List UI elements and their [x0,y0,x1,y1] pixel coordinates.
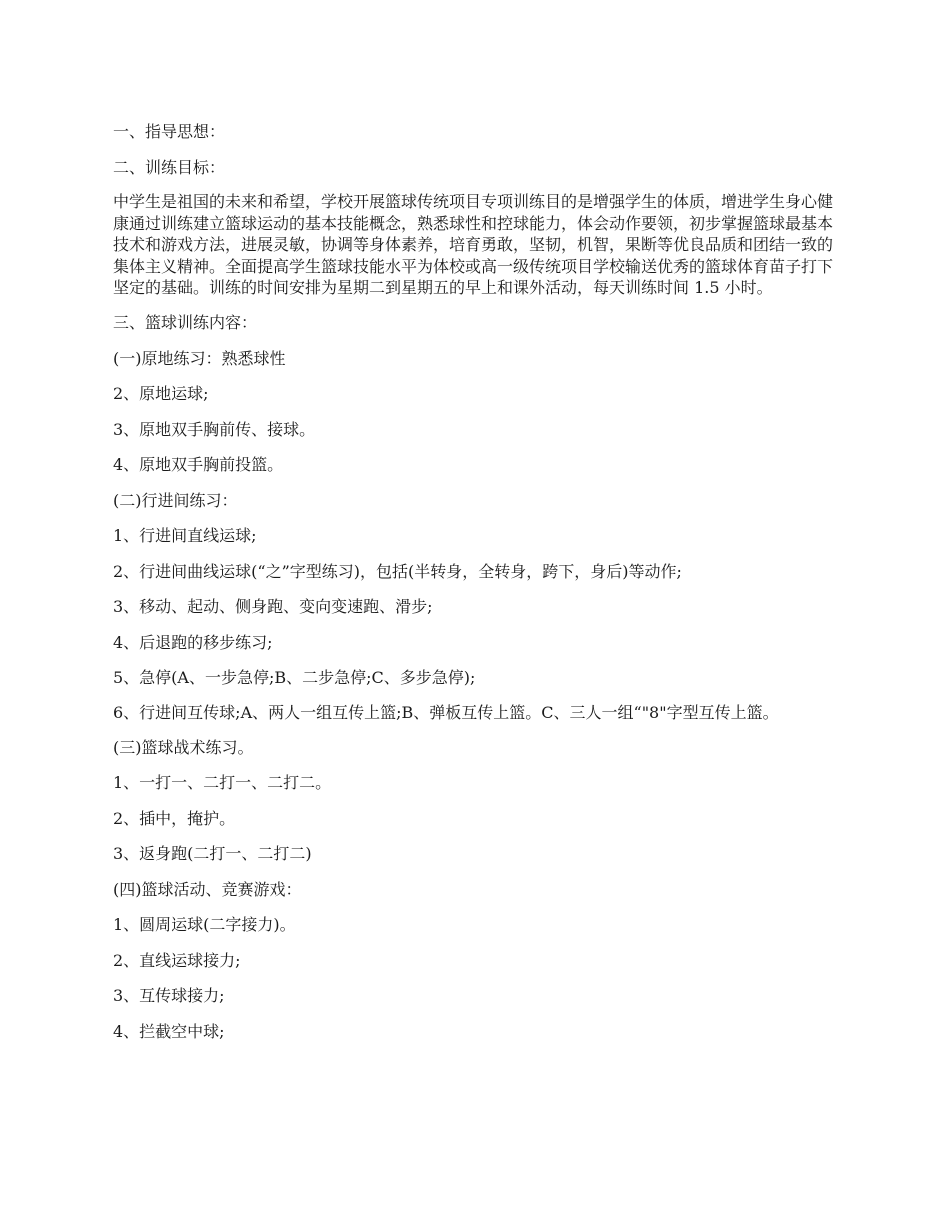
list-item: 3、返身跑(二打一、二打二) [113,844,312,863]
list-item: 2、插中，掩护。 [113,808,236,828]
document-page [113,120,840,1055]
heading-training-content: 三、篮球训练内容： [113,313,258,332]
section-games: (四)篮球活动、竞赛游戏： [113,879,302,899]
section-tactics-practice: (三)篮球战术练习。 [113,737,254,757]
list-item: 2、原地运球; [113,384,209,403]
section-stationary-practice: (一)原地练习：熟悉球性 [113,348,286,368]
list-item: 6、行进间互传球;A、两人一组互传上篮;B、弹板互传上篮。C、三人一组“"8"字型互传上篮。 [113,702,779,722]
list-item: 3、互传球接力; [113,986,225,1005]
heading-training-goals: 二、训练目标： [113,157,226,177]
list-item: 4、拦截空中球; [113,1021,225,1041]
list-item: 1、行进间直线运球; [113,526,257,545]
heading-guiding-ideology: 一、指导思想： [113,122,226,141]
section-moving-practice: (二)行进间练习： [113,490,238,510]
list-item: 5、急停(A、一步急停;B、二步急停;C、多步急停); [113,668,476,687]
list-item: 3、原地双手胸前传、接球。 [113,419,316,439]
goals-body-paragraph: 中学生是祖国的未来和希望，学校开展篮球传统项目专项训练目的是增强学生的体质，增进学生身心健康通过训练建立篮球运动的基本技能概念，熟悉球性和控球能力，体会动作要领，初步掌握篮球最基本技术和游戏方法，进展灵敏，协调等身体素养，培育勇敢，坚韧，机智，果断等优良品质和团结一致的集体主义精神。全面提高学生篮球技能水平为体校或高一级传统项目学校输送优秀的篮球体育苗子打下坚定的基础。训练的时间安排为星期二到星期五的早上和课外活动，每天训练时间 1.5 小时。 [113,192,834,297]
list-item: 1、圆周运球(二字接力)。 [113,915,296,934]
list-item: 1、一打一、二打一、二打二。 [113,773,332,792]
list-item: 4、原地双手胸前投篮。 [113,455,284,474]
list-item: 3、移动、起动、侧身跑、变向变速跑、滑步; [113,597,433,616]
list-item: 2、行进间曲线运球(“之”字型练习)，包括(半转身，全转身，跨下，身后)等动作; [113,561,682,581]
list-item: 2、直线运球接力; [113,950,241,970]
list-item: 4、后退跑的移步练习; [113,632,273,652]
